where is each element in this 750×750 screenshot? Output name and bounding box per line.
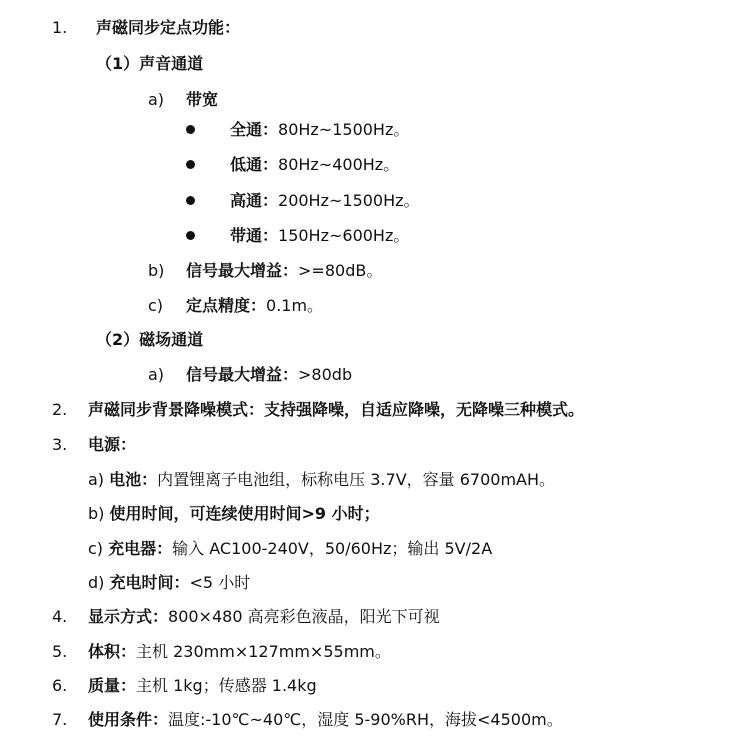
item-number: b) xyxy=(148,261,165,280)
item-4 xyxy=(52,603,440,631)
item-3-c xyxy=(88,535,492,563)
item-number: a) xyxy=(148,365,165,384)
item-value: >80db xyxy=(298,365,353,384)
item-label: （1）声音通道 xyxy=(96,54,204,73)
bullet-icon xyxy=(186,160,195,169)
item-value: 主机 1kg；传感器 1.4kg xyxy=(136,676,317,695)
item-7 xyxy=(52,706,563,734)
item-number: 2. xyxy=(52,400,68,419)
item-number: 7. xyxy=(52,710,68,729)
item-label: 质量： xyxy=(88,676,137,695)
item-number: 5. xyxy=(52,642,68,661)
bullet-item-band xyxy=(230,222,409,250)
item-1-1 xyxy=(96,50,203,78)
item-6 xyxy=(52,672,317,700)
item-5 xyxy=(52,638,391,666)
item-label: 电源： xyxy=(88,435,137,454)
item-value: 80Hz~1500Hz。 xyxy=(278,120,410,139)
item-3-d xyxy=(88,569,250,597)
item-label: 使用时间， xyxy=(109,504,190,523)
item-2 xyxy=(52,396,584,424)
item-label: 电池： xyxy=(109,470,158,489)
item-number: c) xyxy=(148,296,164,315)
item-3-a xyxy=(88,466,555,494)
item-number: d) xyxy=(88,573,105,592)
item-value: 可连续使用时间>9 小时； xyxy=(189,504,380,523)
item-label: 充电器： xyxy=(108,539,173,558)
item-label: 定点精度： xyxy=(186,296,267,315)
item-1 xyxy=(52,14,240,42)
bullet-icon xyxy=(186,231,195,240)
item-value: 80Hz~400Hz。 xyxy=(278,155,400,174)
item-label: 带通： xyxy=(230,226,279,245)
item-label: 体积： xyxy=(88,642,137,661)
item-value: 0.1m。 xyxy=(266,296,324,315)
item-value: 800×480 高亮彩色液晶，阳光下可视 xyxy=(168,607,440,626)
item-value: 温度:-10℃~40℃，湿度 5-90%RH，海拔<4500m。 xyxy=(168,710,563,729)
item-label: 信号最大增益： xyxy=(186,261,299,280)
item-number: b) xyxy=(88,504,105,523)
item-label: 显示方式： xyxy=(88,607,169,626)
item-value: 输入 AC100-240V，50/60Hz；输出 5V/2A xyxy=(172,539,493,558)
item-1-2 xyxy=(96,326,203,354)
item-number: c) xyxy=(88,539,104,558)
item-label: 低通： xyxy=(230,155,279,174)
item-1-2-a xyxy=(148,361,352,389)
item-number: a) xyxy=(148,90,165,109)
item-value: 主机 230mm×127mm×55mm。 xyxy=(136,642,391,661)
item-label: 使用条件： xyxy=(88,710,169,729)
bullet-icon xyxy=(186,125,195,134)
item-1-1-c xyxy=(148,292,323,320)
bullet-item-high xyxy=(230,187,420,215)
item-label: 全通： xyxy=(230,120,279,139)
bullet-item-full xyxy=(230,116,409,144)
bullet-item-low xyxy=(230,151,399,179)
item-label: 充电时间： xyxy=(109,573,190,592)
item-3 xyxy=(52,431,136,459)
item-1-1-a xyxy=(148,86,218,114)
item-value: >=80dB。 xyxy=(298,261,383,280)
item-value: 内置锂离子电池组，标称电压 3.7V，容量 6700mAH。 xyxy=(157,470,556,489)
item-label: 带宽 xyxy=(186,90,219,109)
item-label: 信号最大增益： xyxy=(186,365,299,384)
item-value: 200Hz~1500Hz。 xyxy=(278,191,420,210)
item-number: a) xyxy=(88,470,105,489)
bullet-icon xyxy=(186,196,195,205)
item-label: 声磁同步背景降噪模式： xyxy=(88,400,265,419)
item-number: 3. xyxy=(52,435,68,454)
item-value: <5 小时 xyxy=(189,573,251,592)
item-number: 6. xyxy=(52,676,68,695)
item-number: 4. xyxy=(52,607,68,626)
item-label: 高通： xyxy=(230,191,279,210)
item-value: 支持强降噪，自适应降噪，无降噪三种模式。 xyxy=(264,400,585,419)
item-number: 1. xyxy=(52,18,68,37)
item-label: 声磁同步定点功能： xyxy=(96,18,241,37)
item-3-b xyxy=(88,500,380,528)
item-value: 150Hz~600Hz。 xyxy=(278,226,410,245)
item-1-1-b xyxy=(148,257,382,285)
item-label: （2）磁场通道 xyxy=(96,330,204,349)
